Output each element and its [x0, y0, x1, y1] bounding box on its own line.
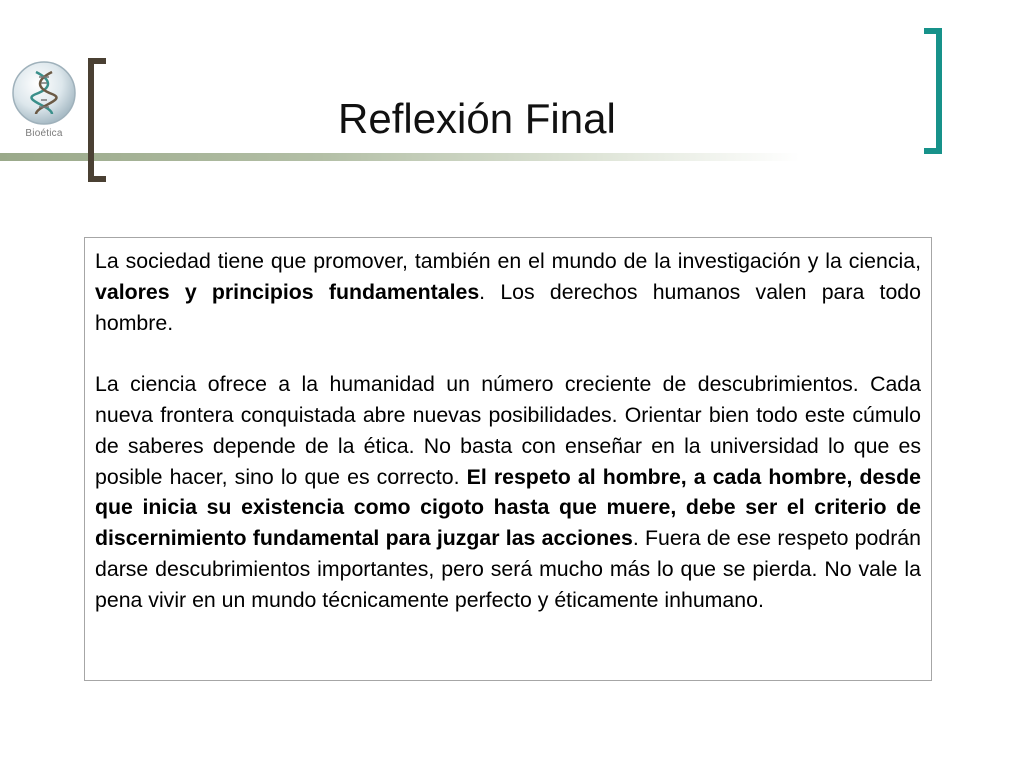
paragraph-1	[95, 246, 921, 338]
content-box	[84, 237, 932, 681]
paragraph-text: . Fuera de ese respeto podrán darse descubrimientos importantes, pero será mucho más lo que se pierda. No vale la pena vivir en un mundo técnicamente perfecto y éticamente inhumano.	[95, 526, 921, 612]
logo-label: Bioética	[25, 128, 63, 139]
dna-icon	[11, 60, 77, 126]
paragraph-2	[95, 369, 921, 615]
paragraph-text: . Los derechos humanos valen para todo hombre.	[95, 279, 921, 335]
header-rule	[0, 153, 800, 161]
bioetica-logo	[8, 60, 80, 139]
right-bracket	[924, 28, 942, 154]
bold-phrase: valores y principios fundamentales	[95, 279, 480, 304]
slide-title: Reflexión Final	[338, 95, 616, 142]
bold-phrase: El respeto al hombre, a cada hombre, desde que inicia su existencia como cigoto hasta que muere, debe ser el criterio de discernimiento fundamental para juzgar las acciones	[95, 464, 921, 551]
paragraph-text: La sociedad tiene que promover, también en el mundo de la investigación y la ciencia,	[95, 249, 921, 273]
paragraph-text: La ciencia ofrece a la humanidad un número creciente de descubrimientos. Cada nueva frontera conquistada abre nuevas posibilidades. Orientar bien todo este cúmulo de saberes depende de la ética. No basta con enseñar en la universidad lo que es posible hacer, sino lo que es correcto.	[95, 372, 921, 489]
left-bracket	[88, 58, 106, 182]
